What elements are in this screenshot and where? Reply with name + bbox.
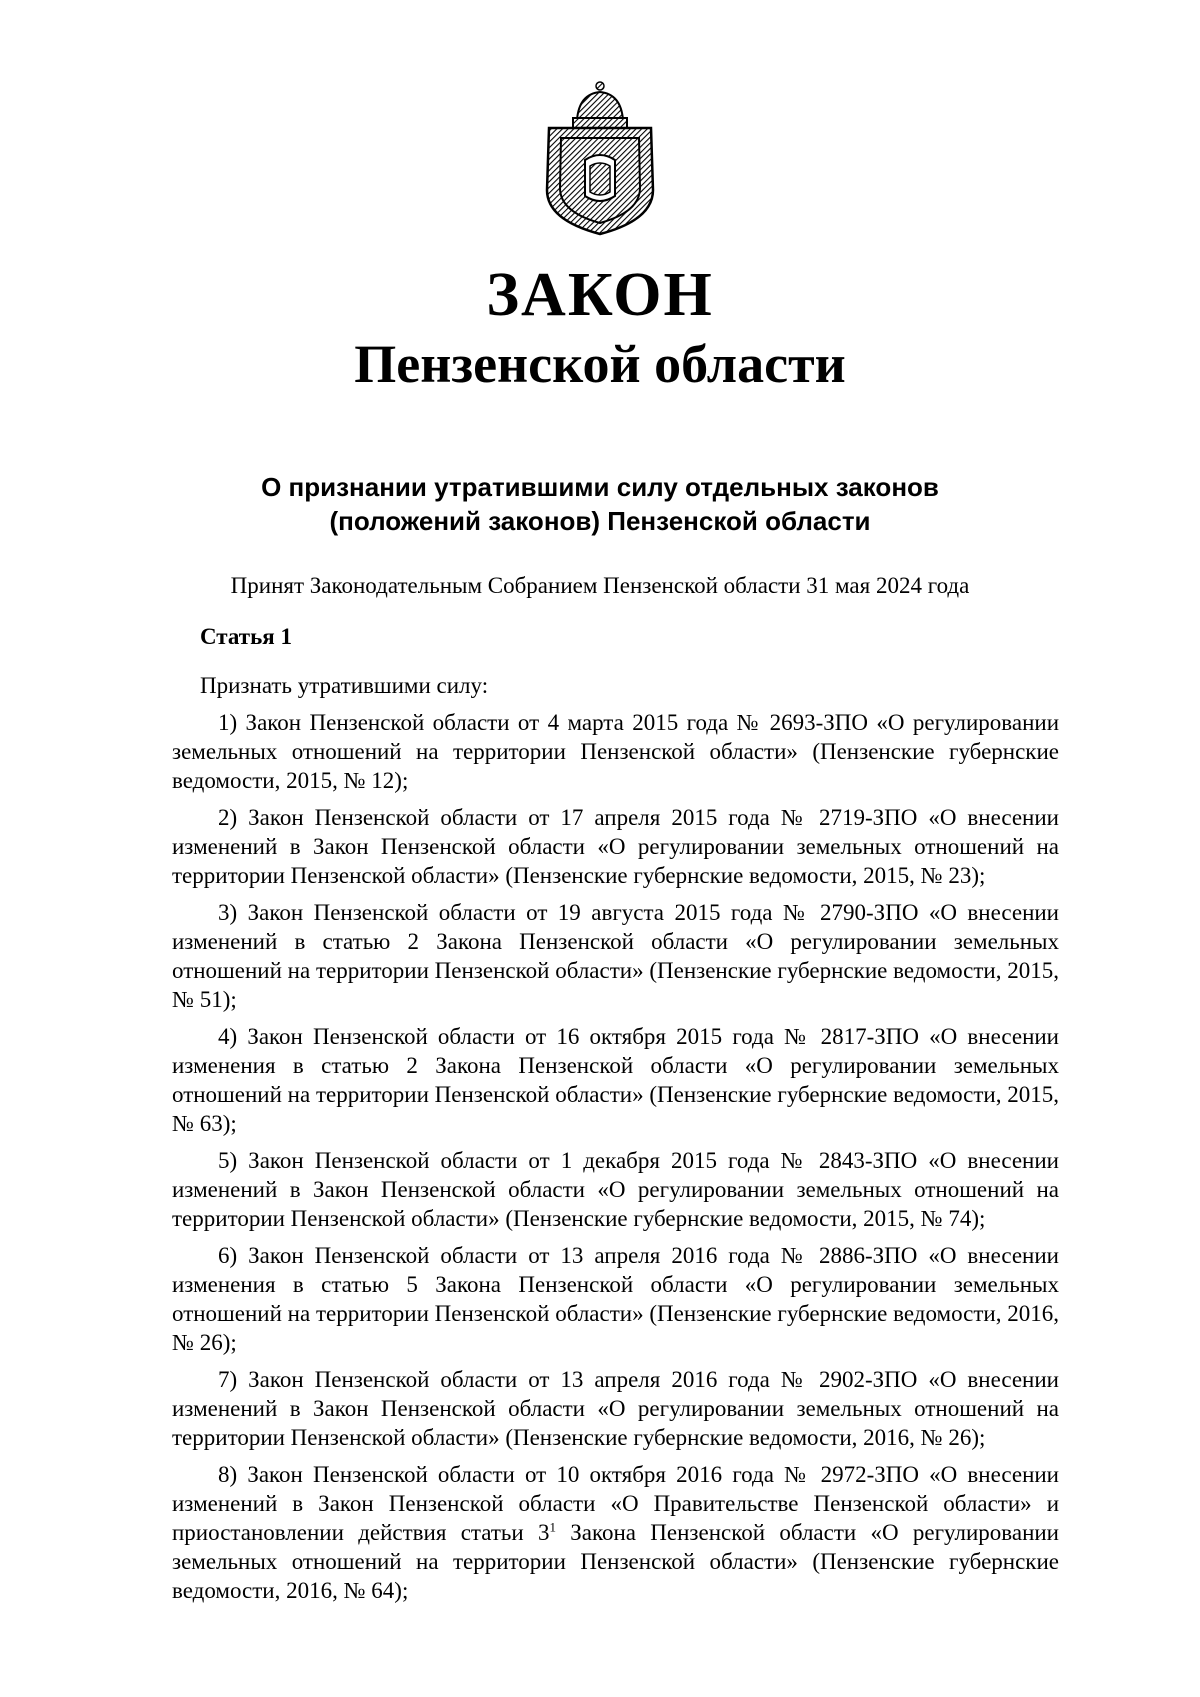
list-item — [172, 1460, 1059, 1605]
document-subtitle: Пензенской области — [354, 334, 846, 394]
article-1 — [172, 622, 1059, 1613]
list-item: 2) Закон Пензенской области от 17 апреля 2015 года № 2719-ЗПО «О внесении изменений в Закон Пензенской области «О регулировании земельных отношений на территории Пензенской области» (Пензенские губернские ведомости, 2015, № 23); — [172, 805, 1059, 888]
coat-of-arms-icon — [537, 80, 664, 240]
law-title-line-2: (положений законов) Пензенской области — [329, 506, 871, 536]
list-item: 3) Закон Пензенской области от 19 августа 2015 года № 2790-ЗПО «О внесении изменений в статью 2 Закона Пензенской области «О регулировании земельных отношений на территории Пензенской области» (Пензенские губернские ведомости, 2015, № 51); — [172, 900, 1059, 1012]
adoption-note: Принят Законодательным Собранием Пензенской области 31 мая 2024 года — [230, 573, 970, 598]
article-heading: Статья 1 — [200, 624, 292, 649]
article-intro: Признать утратившими силу: — [200, 673, 489, 698]
document-title: ЗАКОН — [486, 261, 714, 329]
list-item: 5) Закон Пензенской области от 1 декабря 2015 года № 2843-ЗПО «О внесении изменений в Закон Пензенской области «О регулировании земельных отношений на территории Пензенской области» (Пензенские губернские ведомости, 2015, № 74); — [172, 1148, 1059, 1231]
list-item-text: Закона Пензенской области «О регулировании земельных отношений на территории Пензенской области» (Пензенские губернские ведомости, 2016, № 64); — [172, 1520, 1059, 1603]
list-item: 1) Закон Пензенской области от 4 марта 2015 года № 2693-ЗПО «О регулировании земельных отношений на территории Пензенской области» (Пензенские губернские ведомости, 2015, № 12); — [172, 710, 1059, 793]
list-item-text: 8) Закон Пензенской области от 10 октября 2016 года № 2972-ЗПО «О внесении изменений в Закон Пензенской области «О Правительстве Пензенской области» и приостановлении действия статьи 3 — [172, 1462, 1059, 1545]
list-item: 4) Закон Пензенской области от 16 октября 2015 года № 2817-ЗПО «О внесении изменения в статью 2 Закона Пензенской области «О регулировании земельных отношений на территории Пензенской области» (Пензенские губернские ведомости, 2015, № 63); — [172, 1024, 1059, 1136]
law-title-line-1: О признании утратившими силу отдельных законов — [261, 472, 939, 502]
law-title — [0, 470, 1200, 538]
list-item: 6) Закон Пензенской области от 13 апреля 2016 года № 2886-ЗПО «О внесении изменения в статью 5 Закона Пензенской области «О регулировании земельных отношений на территории Пензенской области» (Пензенские губернские ведомости, 2016, № 26); — [172, 1243, 1059, 1355]
list-item: 7) Закон Пензенской области от 13 апреля 2016 года № 2902-ЗПО «О внесении изменений в Закон Пензенской области «О регулировании земельных отношений на территории Пензенской области» (Пензенские губернские ведомости, 2016, № 26); — [172, 1367, 1059, 1450]
superscript-index: 1 — [549, 1519, 556, 1535]
